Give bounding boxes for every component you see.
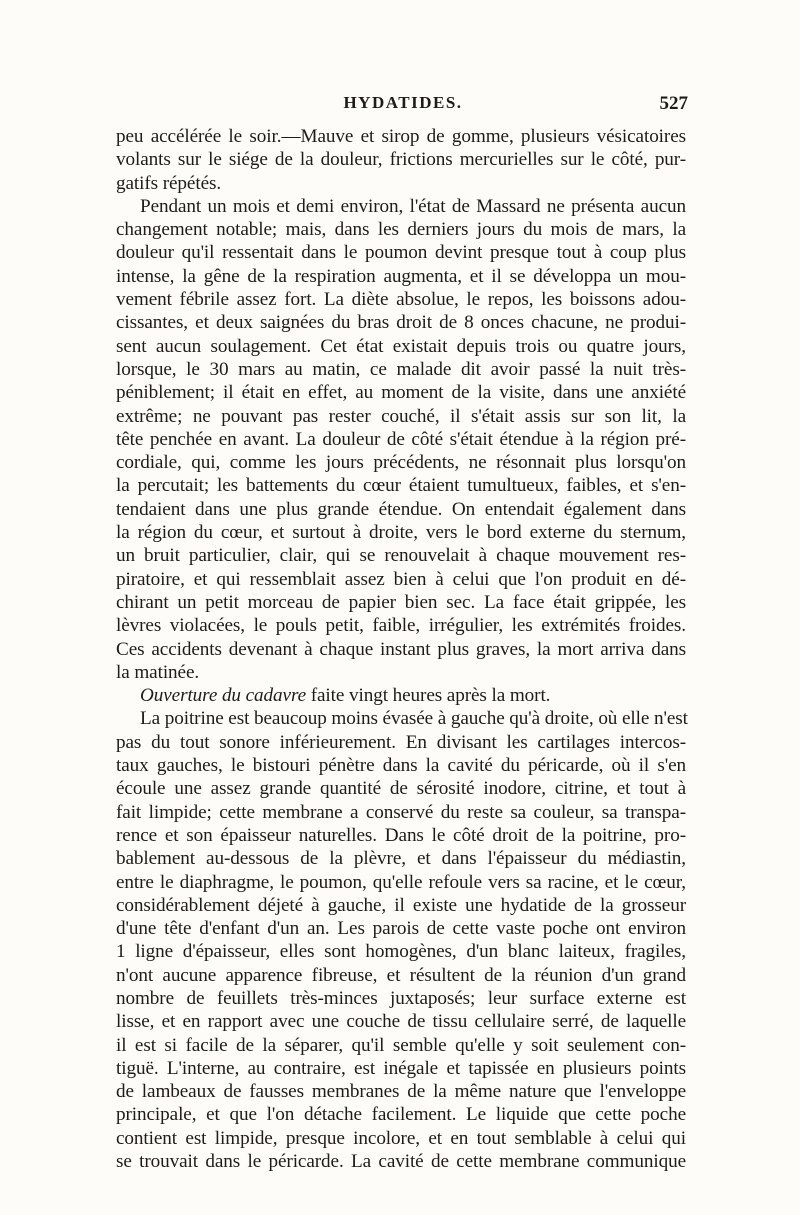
text-line [116,381,686,404]
line-text: un bruit particulier, clair, qui se renouvelait à chaque mouvement res- [116,545,686,567]
text-line [116,1034,686,1057]
line-text: Pendant un mois et demi environ, l'état de Massard ne présenta aucun [140,195,686,217]
line-text: changement notable; mais, dans les derniers jours du mois de mars, la [116,219,686,241]
line-text: contient est limpide, presque incolore, et en tout semblable à celui qui [116,1127,686,1149]
line-text: piratoire, et qui ressemblait assez bien à celui que l'on produit en dé- [116,568,686,590]
text-line [116,894,686,917]
text-line [116,801,686,824]
text-line [116,195,686,218]
text-line [116,311,686,334]
text-line [116,1150,686,1173]
line-text: lèvres violacées, le pouls petit, faible, irrégulier, les extrémités froides. [116,615,686,637]
text-line [116,731,686,754]
text-line [116,824,686,847]
text-line [116,498,686,521]
line-text: se trouvait dans le péricarde. La cavité de cette membrane communique [116,1151,686,1173]
line-text: La poitrine est beaucoup moins évasée à gauche qu'à droite, où elle n'est [140,708,688,730]
text-line [116,661,686,684]
text-line [116,591,686,614]
line-text: intense, la gêne de la respiration augmenta, et il se développa un mou- [116,265,686,287]
line-text: fait limpide; cette membrane a conservé du reste sa couleur, sa transpa- [116,801,686,823]
text-line [116,241,686,264]
line-text: péniblement; il était en effet, au moment de la visite, dans une anxiété [116,382,686,404]
line-text: il est si facile de la séparer, qu'il semble qu'elle y soit seulement con- [116,1034,686,1056]
italic-heading: Ouverture du cadavre [140,685,307,707]
text-line [116,125,686,148]
text-line [116,871,686,894]
text-line [116,405,686,428]
line-text: volants sur le siége de la douleur, frictions mercurielles sur le côté, pur- [116,149,686,171]
text-line [116,521,686,544]
text-line [116,172,686,195]
line-text: d'une tête d'enfant d'un an. Les parois de cette vaste poche ont environ [116,918,686,940]
line-text: cordiale, qui, comme les jours précédents, ne résonnait plus lorsqu'on [116,452,686,474]
line-text: douleur qu'il ressentait dans le poumon devint presque tout à coup plus [116,242,686,264]
line-text: la percutait; les battements du cœur étaient tumultueux, faibles, et s'en- [116,475,686,497]
text-line [116,1010,686,1033]
line-text: lisse, et en rapport avec une couche de tissu cellulaire serré, de laquelle [116,1011,686,1033]
line-text: cissantes, et deux saignées du bras droit de 8 onces chacune, ne produi- [116,312,686,334]
line-text: écoule une assez grande quantité de sérosité inodore, citrine, et tout à [116,778,686,800]
body-text [116,125,686,1173]
text-line [116,544,686,567]
line-text: considérablement déjeté à gauche, il existe une hydatide de la grosseur [116,894,686,916]
line-text: extrême; ne pouvant pas rester couché, il s'était assis sur son lit, la [116,405,686,427]
line-text: chirant un petit morceau de papier bien sec. La face était grippée, les [116,591,686,613]
text-line [116,684,686,707]
page-number: 527 [659,93,688,114]
text-line [116,335,686,358]
line-text: tête penchée en avant. La douleur de côté s'était étendue à la région pré- [116,428,686,450]
line-text: Ces accidents devenant à chaque instant plus graves, la mort arriva dans [116,638,686,660]
text-line [116,847,686,870]
text-line [116,1080,686,1103]
text-line [116,428,686,451]
text-line [116,1103,686,1126]
line-text: rence et son épaisseur naturelles. Dans le côté droit de la poitrine, pro- [116,824,686,846]
text-line [116,568,686,591]
line-text: la matinée. [116,661,200,683]
line-text: n'ont aucune apparence fibreuse, et résultent de la réunion d'un grand [116,964,686,986]
line-text: lorsque, le 30 mars au matin, ce malade dit avoir passé la nuit très- [116,358,686,380]
text-line [116,1057,686,1080]
line-text: vement fébrile assez fort. La diète absolue, le repos, les boissons adou- [116,289,686,311]
text-line [116,917,686,940]
line-text: gatifs répétés. [116,172,222,194]
text-line [116,638,686,661]
text-line [116,777,686,800]
text-line [116,964,686,987]
line-text: nombre de feuillets très-minces juxtaposés; leur surface externe est [116,987,686,1009]
line-text: bablement au-dessous de la plèvre, et dans l'épaisseur du médiastin, [116,848,686,870]
line-text: faite vingt heures après la mort. [306,685,551,707]
line-text: entre le diaphragme, le poumon, qu'elle refoule vers sa racine, et le cœur, [116,871,686,893]
text-line [116,288,686,311]
line-text: peu accélérée le soir.—Mauve et sirop de gomme, plusieurs vésicatoires [116,126,686,147]
line-text: la région du cœur, et surtout à droite, vers le bord externe du sternum, [116,522,686,544]
text-line [116,940,686,963]
page-header [118,93,688,123]
line-text: principale, et que l'on détache facilement. Le liquide que cette poche [116,1104,686,1126]
line-text: tiguë. L'interne, au contraire, est inégale et tapissée en plusieurs points [116,1057,686,1079]
text-line [116,218,686,241]
text-line [116,358,686,381]
text-line [116,148,686,171]
line-text: 1 ligne d'épaisseur, elles sont homogènes, d'un blanc laiteux, fragiles, [116,941,686,963]
line-text: sent aucun soulagement. Cet état existait depuis trois ou quatre jours, [116,335,686,357]
text-line [116,754,686,777]
text-line [116,451,686,474]
text-line [116,474,686,497]
line-text: de lambeaux de fausses membranes de la même nature que l'enveloppe [116,1081,686,1103]
line-text: taux gauches, le bistouri pénètre dans la cavité du péricarde, où il s'en [116,755,686,777]
text-line [116,265,686,288]
line-text: tendaient dans une plus grande étendue. On entendait également dans [116,498,686,520]
line-text: pas du tout sonore inférieurement. En divisant les cartilages intercos- [116,731,686,753]
running-title: HYDATIDES. [343,93,463,112]
text-line [116,614,686,637]
text-line [116,1127,686,1150]
text-line [116,707,686,730]
text-line [116,987,686,1010]
